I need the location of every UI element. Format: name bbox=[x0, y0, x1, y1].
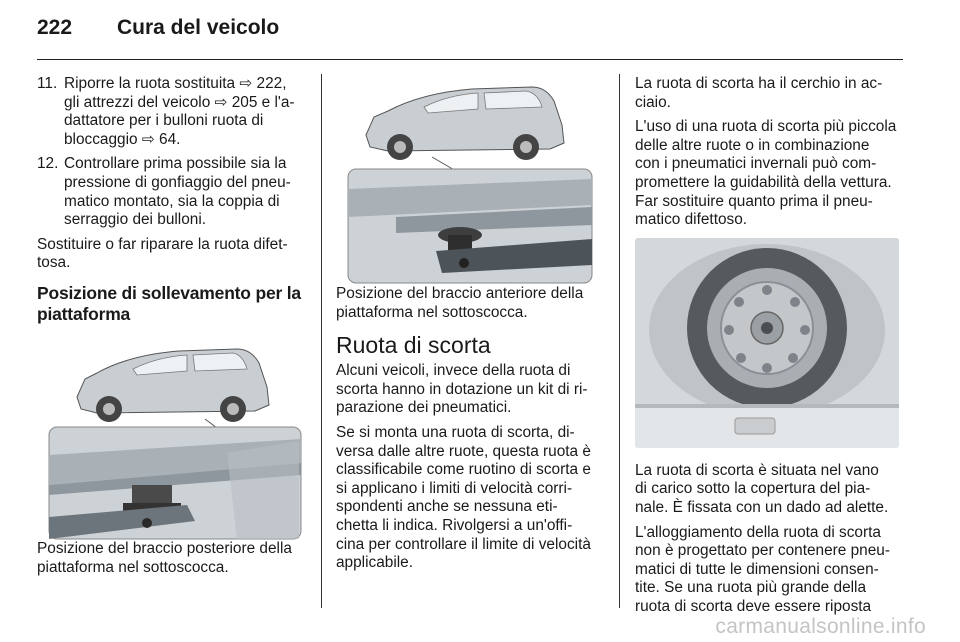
list-item-12 bbox=[37, 155, 309, 229]
text-line: pressione di gonfiaggio del pneu- bbox=[64, 173, 291, 191]
page-title: Cura del veicolo bbox=[117, 16, 280, 39]
column-1 bbox=[37, 75, 309, 583]
text-line: serraggio dei bulloni. bbox=[64, 211, 207, 229]
paragraph: Alcuni veicoli, invece della ruota di scorta hanno in dotazione un kit di ri- parazione dei pneumatici. bbox=[336, 362, 588, 417]
text-line: matico montato, sia la coppia di bbox=[64, 192, 280, 210]
figure-front-lift-point bbox=[336, 75, 604, 285]
list-item-11 bbox=[37, 75, 309, 149]
watermark: carmanualsonline.info bbox=[715, 615, 926, 638]
figure-spare-wheel-well bbox=[635, 238, 899, 448]
text-line: bloccaggio ⇨ 64. bbox=[64, 130, 181, 148]
wing-nut-icon bbox=[761, 322, 773, 334]
page-header bbox=[37, 16, 279, 40]
list-number: 11. bbox=[37, 75, 58, 92]
text-line: Riporre la ruota sostituita ⇨ 222, bbox=[64, 75, 287, 92]
paragraph: La ruota di scorta ha il cerchio in ac- ciaio. bbox=[635, 75, 883, 111]
rear-lift-illustration bbox=[37, 335, 309, 540]
column-divider-1 bbox=[321, 74, 322, 608]
figure-rear-lift-point bbox=[37, 335, 309, 540]
paragraph: La ruota di scorta è situata nel vano di carico sotto la copertura del pia- nale. È fissata con un dado ad alette. bbox=[635, 461, 889, 516]
text-line: Controllare prima possibile sia la bbox=[64, 155, 287, 173]
paragraph: Sostituire o far riparare la ruota difet- tosa. bbox=[37, 235, 288, 272]
paragraph: L'uso di una ruota di scorta più piccola delle altre ruote o in combinazione con i pneumatici invernali può com- promettere la guidabilità della vettura. Far sostituire quanto prima il pneu- matico difettoso. bbox=[635, 118, 897, 229]
figure-caption-front: Posizione del braccio anteriore della piattaforma nel sottoscocca. bbox=[336, 285, 584, 321]
list-number: 12. bbox=[37, 155, 59, 173]
front-lift-illustration bbox=[336, 75, 604, 285]
section-heading-lifting: Posizione di sollevamento per la piattaforma bbox=[37, 282, 301, 324]
header-rule bbox=[37, 59, 903, 60]
section-heading-spare-wheel: Ruota di scorta bbox=[336, 332, 491, 359]
text-line: gli attrezzi del veicolo ⇨ 205 e l'a- bbox=[64, 93, 295, 111]
paragraph: L'alloggiamento della ruota di scorta non è progettato per contenere pneu- matici di tutte le dimensioni consen- tite. Se una ruota più grande della ruota di scorta deve essere riposta bbox=[635, 523, 890, 615]
text-line: dattatore per i bulloni ruota di bbox=[64, 112, 264, 130]
figure-caption-rear: Posizione del braccio posteriore della piattaforma nel sottoscocca. bbox=[37, 539, 292, 576]
spare-wheel-illustration bbox=[635, 238, 899, 448]
column-2 bbox=[336, 75, 606, 579]
column-3 bbox=[635, 75, 907, 623]
paragraph: Se si monta una ruota di scorta, di- versa dalle altre ruote, questa ruota è classificabile come ruotino di scorta e si applicano i limiti di velocità corri- spondenti anche se nessuna eti- chetta li indica. Rivolgersi a un'offi- cina per controllare il limite di velocità applicabile. bbox=[336, 423, 591, 572]
column-divider-2 bbox=[619, 74, 620, 608]
page-number: 222 bbox=[37, 16, 73, 39]
